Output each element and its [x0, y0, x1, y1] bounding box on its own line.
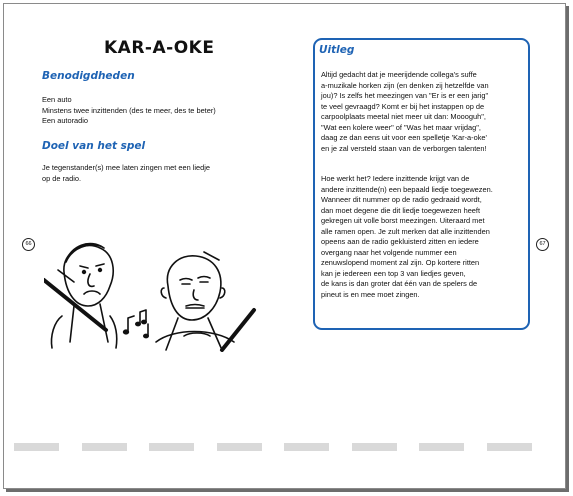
uitleg-line: gekregen uit volle borst meezingen. Uiteraard met: [321, 216, 485, 225]
uitleg-line: jou)? Is zelfs het meezingen van "Er is er een jarig": [321, 91, 489, 100]
benodigdheden-line: Minstens twee inzittenden (des te meer, des te beter): [42, 105, 216, 115]
doel-heading: Doel van het spel: [42, 140, 146, 152]
uitleg-heading: Uitleg: [319, 44, 355, 56]
doel-line: op de radio.: [42, 173, 82, 183]
page-divider-dash: [217, 443, 262, 451]
uitleg-line: overgang naar het volgende nummer een: [321, 247, 457, 257]
page-divider-dash: [419, 443, 464, 451]
uitleg-line: opeens aan de radio gekluisterd zitten en iedere: [321, 237, 479, 246]
uitleg-line: carpoolplaats meetal niet meer uit dan: Moooguh",: [321, 112, 486, 121]
uitleg-line: alle ramen open. Je zult merken dat alle inzittenden: [321, 226, 490, 236]
page-divider-dash: [149, 443, 194, 451]
page-number-left: 66: [22, 238, 35, 251]
uitleg-line: Altijd gedacht dat je meerijdende collega's suffe: [321, 70, 477, 79]
page-divider-dash: [284, 443, 329, 451]
page-title: KAR-A-OKE: [104, 38, 215, 58]
doel-line: Je tegenstander(s) mee laten zingen met een liedje: [42, 163, 211, 172]
uitleg-line: dan moet degene die dit liedje toegewezen heeft: [321, 205, 481, 215]
page-divider-dash: [82, 443, 127, 451]
uitleg-line: de kans is dan groter dat één van de spelers de: [321, 279, 478, 288]
benodigdheden-line: Een autoradio: [42, 116, 89, 125]
uitleg-line: "Wat een kolere weer" of "Was het maar vrijdag",: [321, 122, 481, 132]
uitleg-line: kan je iedereen een top 3 van liedjes geven,: [321, 268, 466, 278]
page-divider-dash: [352, 443, 397, 451]
uitleg-line: Hoe werkt het? Iedere inzittende krijgt van de: [321, 174, 470, 183]
uitleg-line: pineut is en mee moet zingen.: [321, 289, 420, 299]
page-divider-dash: [14, 443, 59, 451]
page-number-right: 67: [536, 238, 549, 251]
uitleg-line: daag ze dan eens uit voor een spelletje 'Kar-a-oke': [321, 133, 487, 142]
benodigdheden-line: Een auto: [42, 95, 72, 104]
car-karaoke-illustration: [44, 232, 284, 352]
uitleg-line: zenuwslopend moment zal zijn. Op kortere ritten: [321, 258, 480, 267]
uitleg-line: Wanneer dit nummer op de radio gedraaid wordt,: [321, 195, 482, 204]
uitleg-line: a-muzikale horken zijn (en denken zij hetzelfde van: [321, 80, 489, 90]
benodigdheden-heading: Benodigdheden: [42, 70, 135, 82]
uitleg-line: en je zal versteld staan van de verborgen talenten!: [321, 143, 487, 153]
uitleg-line: te veel gevraagd? Komt er bij het instappen op de: [321, 101, 485, 111]
uitleg-line: andere inzittende(n) een bepaald liedje toegewezen.: [321, 184, 493, 194]
page-divider-dash: [487, 443, 532, 451]
